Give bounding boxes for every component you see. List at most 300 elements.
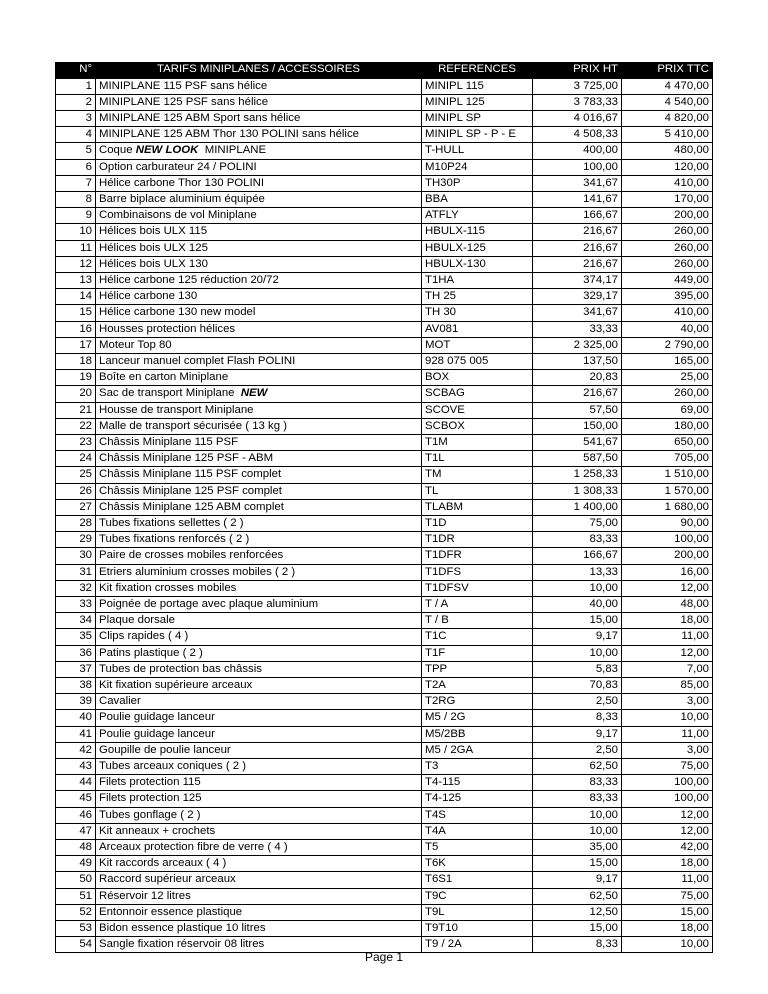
- row-prix-ttc: 48,00: [622, 597, 713, 613]
- row-reference: HBULX-115: [422, 224, 533, 240]
- row-reference: T1HA: [422, 272, 533, 288]
- row-reference: T1M: [422, 434, 533, 450]
- row-number: 17: [56, 337, 96, 353]
- row-number: 14: [56, 289, 96, 305]
- row-designation: Housse de transport Miniplane: [96, 402, 422, 418]
- page-number: Page 1: [364, 950, 404, 964]
- row-number: 6: [56, 159, 96, 175]
- table-row: [56, 110, 713, 126]
- row-designation: Châssis Miniplane 125 ABM complet: [96, 499, 422, 515]
- row-number: 23: [56, 434, 96, 450]
- row-number: 44: [56, 775, 96, 791]
- row-reference: T1DFS: [422, 564, 533, 580]
- row-number: 28: [56, 515, 96, 531]
- row-prix-ht: 341,67: [533, 305, 622, 321]
- row-reference: MOT: [422, 337, 533, 353]
- row-reference: T1F: [422, 645, 533, 661]
- row-prix-ttc: 4 820,00: [622, 110, 713, 126]
- row-designation: MINIPLANE 115 PSF sans hélice: [96, 78, 422, 94]
- row-reference: M5 / 2GA: [422, 742, 533, 758]
- row-prix-ttc: 15,00: [622, 904, 713, 920]
- table-row: [56, 418, 713, 434]
- row-number: 11: [56, 240, 96, 256]
- row-number: 54: [56, 937, 96, 953]
- table-row: [56, 840, 713, 856]
- row-designation: Hélice carbone 125 réduction 20/72: [96, 272, 422, 288]
- row-prix-ttc: 100,00: [622, 532, 713, 548]
- row-prix-ttc: 12,00: [622, 807, 713, 823]
- row-designation: Plaque dorsale: [96, 613, 422, 629]
- table-row: [56, 807, 713, 823]
- row-designation: Châssis Miniplane 125 PSF - ABM: [96, 451, 422, 467]
- row-designation: Tubes fixations renforcés ( 2 ): [96, 532, 422, 548]
- row-reference: MINIPL 115: [422, 78, 533, 94]
- row-reference: T1DR: [422, 532, 533, 548]
- header-prix-ttc: PRIX TTC: [622, 62, 713, 78]
- row-prix-ttc: 25,00: [622, 370, 713, 386]
- row-prix-ht: 10,00: [533, 823, 622, 839]
- row-prix-ht: 329,17: [533, 289, 622, 305]
- row-number: 10: [56, 224, 96, 240]
- row-reference: SCOVE: [422, 402, 533, 418]
- row-prix-ttc: 3,00: [622, 742, 713, 758]
- row-reference: TM: [422, 467, 533, 483]
- row-prix-ttc: 120,00: [622, 159, 713, 175]
- row-prix-ttc: 3,00: [622, 694, 713, 710]
- row-designation: Tubes de protection bas châssis: [96, 661, 422, 677]
- table-row: [56, 305, 713, 321]
- row-prix-ht: 1 400,00: [533, 499, 622, 515]
- table-row: [56, 515, 713, 531]
- row-prix-ttc: 11,00: [622, 726, 713, 742]
- row-prix-ht: 4 016,67: [533, 110, 622, 126]
- row-prix-ttc: 260,00: [622, 386, 713, 402]
- row-reference: T1C: [422, 629, 533, 645]
- row-prix-ttc: 410,00: [622, 305, 713, 321]
- row-number: 48: [56, 840, 96, 856]
- row-number: 40: [56, 710, 96, 726]
- row-reference: TH 25: [422, 289, 533, 305]
- row-number: 7: [56, 175, 96, 191]
- row-prix-ht: 13,33: [533, 564, 622, 580]
- row-number: 13: [56, 272, 96, 288]
- table-row: [56, 742, 713, 758]
- row-reference: T9T10: [422, 921, 533, 937]
- row-designation: Châssis Miniplane 115 PSF: [96, 434, 422, 450]
- table-row: [56, 904, 713, 920]
- row-reference: T / A: [422, 597, 533, 613]
- row-number: 34: [56, 613, 96, 629]
- row-prix-ht: 541,67: [533, 434, 622, 450]
- row-prix-ht: 3 725,00: [533, 78, 622, 94]
- row-prix-ht: 216,67: [533, 256, 622, 272]
- row-prix-ht: 83,33: [533, 791, 622, 807]
- row-prix-ht: 216,67: [533, 224, 622, 240]
- row-number: 47: [56, 823, 96, 839]
- row-number: 8: [56, 191, 96, 207]
- row-reference: T9 / 2A: [422, 937, 533, 953]
- row-designation: Housses protection hélices: [96, 321, 422, 337]
- row-reference: MINIPL SP - P - E: [422, 127, 533, 143]
- table-row: [56, 337, 713, 353]
- row-prix-ttc: 7,00: [622, 661, 713, 677]
- row-prix-ttc: 12,00: [622, 645, 713, 661]
- row-designation: Barre biplace aluminium équipée: [96, 191, 422, 207]
- row-reference: M5 / 2G: [422, 710, 533, 726]
- row-prix-ttc: 705,00: [622, 451, 713, 467]
- row-reference: SCBOX: [422, 418, 533, 434]
- row-reference: TPP: [422, 661, 533, 677]
- row-prix-ttc: 100,00: [622, 775, 713, 791]
- row-prix-ht: 20,83: [533, 370, 622, 386]
- table-row: [56, 240, 713, 256]
- row-number: 51: [56, 888, 96, 904]
- row-prix-ht: 150,00: [533, 418, 622, 434]
- row-designation: Kit fixation crosses mobiles: [96, 580, 422, 596]
- row-reference: T9C: [422, 888, 533, 904]
- row-prix-ht: 8,33: [533, 710, 622, 726]
- row-designation: Filets protection 125: [96, 791, 422, 807]
- row-prix-ht: 62,50: [533, 888, 622, 904]
- row-prix-ht: 10,00: [533, 807, 622, 823]
- row-number: 49: [56, 856, 96, 872]
- row-reference: T1D: [422, 515, 533, 531]
- row-prix-ttc: 165,00: [622, 353, 713, 369]
- row-reference: HBULX-125: [422, 240, 533, 256]
- row-designation: Tubes gonflage ( 2 ): [96, 807, 422, 823]
- table-row: [56, 272, 713, 288]
- row-designation: Hélice carbone 130 new model: [96, 305, 422, 321]
- header-num: N°: [56, 62, 96, 78]
- table-row: [56, 532, 713, 548]
- row-prix-ttc: 18,00: [622, 921, 713, 937]
- table-row: [56, 548, 713, 564]
- row-reference: BBA: [422, 191, 533, 207]
- row-designation: [96, 143, 422, 159]
- row-designation: [96, 386, 422, 402]
- row-prix-ht: 15,00: [533, 613, 622, 629]
- row-number: 42: [56, 742, 96, 758]
- table-row: [56, 872, 713, 888]
- table-row: [56, 791, 713, 807]
- row-designation: Clips rapides ( 4 ): [96, 629, 422, 645]
- row-prix-ttc: 200,00: [622, 208, 713, 224]
- row-prix-ht: 15,00: [533, 921, 622, 937]
- row-prix-ttc: 480,00: [622, 143, 713, 159]
- row-reference: T5: [422, 840, 533, 856]
- row-prix-ht: 9,17: [533, 629, 622, 645]
- header-title: TARIFS MINIPLANES / ACCESSOIRES: [96, 62, 422, 78]
- row-reference: T1DFSV: [422, 580, 533, 596]
- row-designation: Kit fixation supérieure arceaux: [96, 678, 422, 694]
- row-prix-ht: 2,50: [533, 742, 622, 758]
- row-number: 1: [56, 78, 96, 94]
- row-prix-ttc: 449,00: [622, 272, 713, 288]
- row-designation: Option carburateur 24 / POLINI: [96, 159, 422, 175]
- row-designation: Poulie guidage lanceur: [96, 710, 422, 726]
- row-reference: MINIPL 125: [422, 94, 533, 110]
- table-row: [56, 613, 713, 629]
- row-prix-ht: 57,50: [533, 402, 622, 418]
- row-number: 36: [56, 645, 96, 661]
- row-prix-ttc: 10,00: [622, 937, 713, 953]
- row-reference: T4-115: [422, 775, 533, 791]
- row-prix-ht: 587,50: [533, 451, 622, 467]
- row-reference: T6S1: [422, 872, 533, 888]
- row-reference: T6K: [422, 856, 533, 872]
- row-number: 41: [56, 726, 96, 742]
- row-designation: Kit raccords arceaux ( 4 ): [96, 856, 422, 872]
- table-row: [56, 629, 713, 645]
- row-prix-ttc: 18,00: [622, 856, 713, 872]
- table-row: [56, 710, 713, 726]
- row-designation: Goupille de poulie lanceur: [96, 742, 422, 758]
- row-reference: T / B: [422, 613, 533, 629]
- row-reference: TL: [422, 483, 533, 499]
- row-number: 50: [56, 872, 96, 888]
- row-number: 26: [56, 483, 96, 499]
- table-row: [56, 921, 713, 937]
- row-designation: Réservoir 12 litres: [96, 888, 422, 904]
- row-reference: AV081: [422, 321, 533, 337]
- row-designation: Hélices bois ULX 130: [96, 256, 422, 272]
- row-number: 16: [56, 321, 96, 337]
- row-designation: Poulie guidage lanceur: [96, 726, 422, 742]
- row-number: 53: [56, 921, 96, 937]
- row-prix-ht: 35,00: [533, 840, 622, 856]
- new-tag: NEW LOOK: [135, 144, 199, 157]
- row-prix-ht: 216,67: [533, 386, 622, 402]
- row-prix-ttc: 1 510,00: [622, 467, 713, 483]
- table-row: [56, 678, 713, 694]
- row-prix-ht: 141,67: [533, 191, 622, 207]
- row-number: 46: [56, 807, 96, 823]
- row-reference: SCBAG: [422, 386, 533, 402]
- row-number: 5: [56, 143, 96, 159]
- row-reference: 928 075 005: [422, 353, 533, 369]
- row-designation: Tubes fixations sellettes ( 2 ): [96, 515, 422, 531]
- row-prix-ttc: 200,00: [622, 548, 713, 564]
- row-prix-ht: 166,67: [533, 208, 622, 224]
- row-prix-ttc: 2 790,00: [622, 337, 713, 353]
- row-designation: Hélice carbone Thor 130 POLINI: [96, 175, 422, 191]
- row-designation: Tubes arceaux coniques ( 2 ): [96, 759, 422, 775]
- table-row: [56, 564, 713, 580]
- row-number: 25: [56, 467, 96, 483]
- row-number: 45: [56, 791, 96, 807]
- row-prix-ht: 5,83: [533, 661, 622, 677]
- row-number: 43: [56, 759, 96, 775]
- row-designation: Kit anneaux + crochets: [96, 823, 422, 839]
- row-designation: Combinaisons de vol Miniplane: [96, 208, 422, 224]
- table-row: [56, 694, 713, 710]
- row-reference: TH 30: [422, 305, 533, 321]
- price-table: [55, 62, 713, 953]
- table-row: [56, 143, 713, 159]
- designation-text: Sac de transport Miniplane: [99, 387, 241, 400]
- row-reference: T1L: [422, 451, 533, 467]
- row-reference: T-HULL: [422, 143, 533, 159]
- row-number: 27: [56, 499, 96, 515]
- row-prix-ttc: 395,00: [622, 289, 713, 305]
- row-reference: M5/2BB: [422, 726, 533, 742]
- row-prix-ht: 2,50: [533, 694, 622, 710]
- new-tag: NEW: [240, 387, 268, 400]
- table-row: [56, 451, 713, 467]
- row-number: 30: [56, 548, 96, 564]
- row-reference: MINIPL SP: [422, 110, 533, 126]
- row-designation: Entonnoir essence plastique: [96, 904, 422, 920]
- table-row: [56, 580, 713, 596]
- row-prix-ttc: 40,00: [622, 321, 713, 337]
- row-designation: Hélices bois ULX 125: [96, 240, 422, 256]
- row-prix-ttc: 11,00: [622, 629, 713, 645]
- row-reference: T9L: [422, 904, 533, 920]
- row-prix-ht: 83,33: [533, 532, 622, 548]
- row-prix-ht: 2 325,00: [533, 337, 622, 353]
- table-row: [56, 402, 713, 418]
- row-prix-ttc: 42,00: [622, 840, 713, 856]
- row-prix-ht: 400,00: [533, 143, 622, 159]
- row-prix-ttc: 1 680,00: [622, 499, 713, 515]
- row-reference: T3: [422, 759, 533, 775]
- row-prix-ttc: 12,00: [622, 580, 713, 596]
- row-number: 32: [56, 580, 96, 596]
- table-row: [56, 467, 713, 483]
- header-references: REFERENCES: [422, 62, 533, 78]
- row-prix-ht: 100,00: [533, 159, 622, 175]
- row-reference: ATFLY: [422, 208, 533, 224]
- row-number: 38: [56, 678, 96, 694]
- row-reference: BOX: [422, 370, 533, 386]
- row-designation: Poignée de portage avec plaque aluminium: [96, 597, 422, 613]
- row-number: 2: [56, 94, 96, 110]
- row-designation: Lanceur manuel complet Flash POLINI: [96, 353, 422, 369]
- row-prix-ht: 12,50: [533, 904, 622, 920]
- designation-suffix: MINIPLANE: [198, 144, 267, 157]
- table-row: [56, 645, 713, 661]
- row-number: 39: [56, 694, 96, 710]
- row-prix-ttc: 260,00: [622, 240, 713, 256]
- table-row: [56, 256, 713, 272]
- row-prix-ht: 3 783,33: [533, 94, 622, 110]
- row-prix-ht: 9,17: [533, 726, 622, 742]
- row-number: 21: [56, 402, 96, 418]
- row-designation: Patins plastique ( 2 ): [96, 645, 422, 661]
- row-prix-ht: 15,00: [533, 856, 622, 872]
- table-row: [56, 94, 713, 110]
- row-number: 18: [56, 353, 96, 369]
- row-designation: Malle de transport sécurisée ( 13 kg ): [96, 418, 422, 434]
- row-reference: T2RG: [422, 694, 533, 710]
- row-designation: Châssis Miniplane 125 PSF complet: [96, 483, 422, 499]
- row-reference: T4S: [422, 807, 533, 823]
- row-prix-ht: 4 508,33: [533, 127, 622, 143]
- row-prix-ttc: 10,00: [622, 710, 713, 726]
- row-designation: MINIPLANE 125 ABM Thor 130 POLINI sans hélice: [96, 127, 422, 143]
- row-designation: Etriers aluminium crosses mobiles ( 2 ): [96, 564, 422, 580]
- row-designation: Arceaux protection fibre de verre ( 4 ): [96, 840, 422, 856]
- row-prix-ht: 166,67: [533, 548, 622, 564]
- row-prix-ttc: 260,00: [622, 256, 713, 272]
- row-number: 19: [56, 370, 96, 386]
- row-designation: Filets protection 115: [96, 775, 422, 791]
- table-row: [56, 370, 713, 386]
- row-prix-ht: 1 258,33: [533, 467, 622, 483]
- row-prix-ht: 33,33: [533, 321, 622, 337]
- row-prix-ht: 1 308,33: [533, 483, 622, 499]
- table-row: [56, 434, 713, 450]
- row-designation: MINIPLANE 125 PSF sans hélice: [96, 94, 422, 110]
- table-row: [56, 661, 713, 677]
- row-number: 37: [56, 661, 96, 677]
- row-prix-ht: 70,83: [533, 678, 622, 694]
- table-row: [56, 191, 713, 207]
- table-row: [56, 289, 713, 305]
- row-prix-ttc: 16,00: [622, 564, 713, 580]
- table-row: [56, 483, 713, 499]
- row-prix-ht: 374,17: [533, 272, 622, 288]
- row-number: 29: [56, 532, 96, 548]
- row-designation: Paire de crosses mobiles renforcées: [96, 548, 422, 564]
- table-row: [56, 499, 713, 515]
- header-row: [56, 62, 713, 78]
- row-prix-ht: 40,00: [533, 597, 622, 613]
- row-prix-ttc: 18,00: [622, 613, 713, 629]
- row-number: 33: [56, 597, 96, 613]
- table-row: [56, 127, 713, 143]
- row-reference: HBULX-130: [422, 256, 533, 272]
- row-prix-ht: 137,50: [533, 353, 622, 369]
- row-prix-ttc: 4 470,00: [622, 78, 713, 94]
- row-number: 22: [56, 418, 96, 434]
- row-prix-ttc: 69,00: [622, 402, 713, 418]
- row-designation: Boîte en carton Miniplane: [96, 370, 422, 386]
- header-prix-ht: PRIX HT: [533, 62, 622, 78]
- row-reference: T2A: [422, 678, 533, 694]
- row-prix-ht: 75,00: [533, 515, 622, 531]
- row-prix-ttc: 12,00: [622, 823, 713, 839]
- row-reference: T1DFR: [422, 548, 533, 564]
- row-prix-ttc: 1 570,00: [622, 483, 713, 499]
- row-designation: Cavalier: [96, 694, 422, 710]
- row-designation: Moteur Top 80: [96, 337, 422, 353]
- row-designation: Sangle fixation réservoir 08 litres: [96, 937, 422, 953]
- row-number: 52: [56, 904, 96, 920]
- table-row: [56, 175, 713, 191]
- row-prix-ttc: 5 410,00: [622, 127, 713, 143]
- table-row: [56, 208, 713, 224]
- row-prix-ttc: 410,00: [622, 175, 713, 191]
- row-designation: Hélices bois ULX 115: [96, 224, 422, 240]
- row-prix-ht: 9,17: [533, 872, 622, 888]
- row-prix-ttc: 260,00: [622, 224, 713, 240]
- row-number: 20: [56, 386, 96, 402]
- row-prix-ht: 216,67: [533, 240, 622, 256]
- row-number: 31: [56, 564, 96, 580]
- row-prix-ttc: 90,00: [622, 515, 713, 531]
- table-body: [56, 78, 713, 953]
- designation-text: Coque: [99, 144, 136, 157]
- table-row: [56, 224, 713, 240]
- row-number: 15: [56, 305, 96, 321]
- row-prix-ttc: 85,00: [622, 678, 713, 694]
- row-number: 12: [56, 256, 96, 272]
- row-designation: Raccord supérieur arceaux: [96, 872, 422, 888]
- row-reference: T4-125: [422, 791, 533, 807]
- row-prix-ht: 341,67: [533, 175, 622, 191]
- row-prix-ttc: 180,00: [622, 418, 713, 434]
